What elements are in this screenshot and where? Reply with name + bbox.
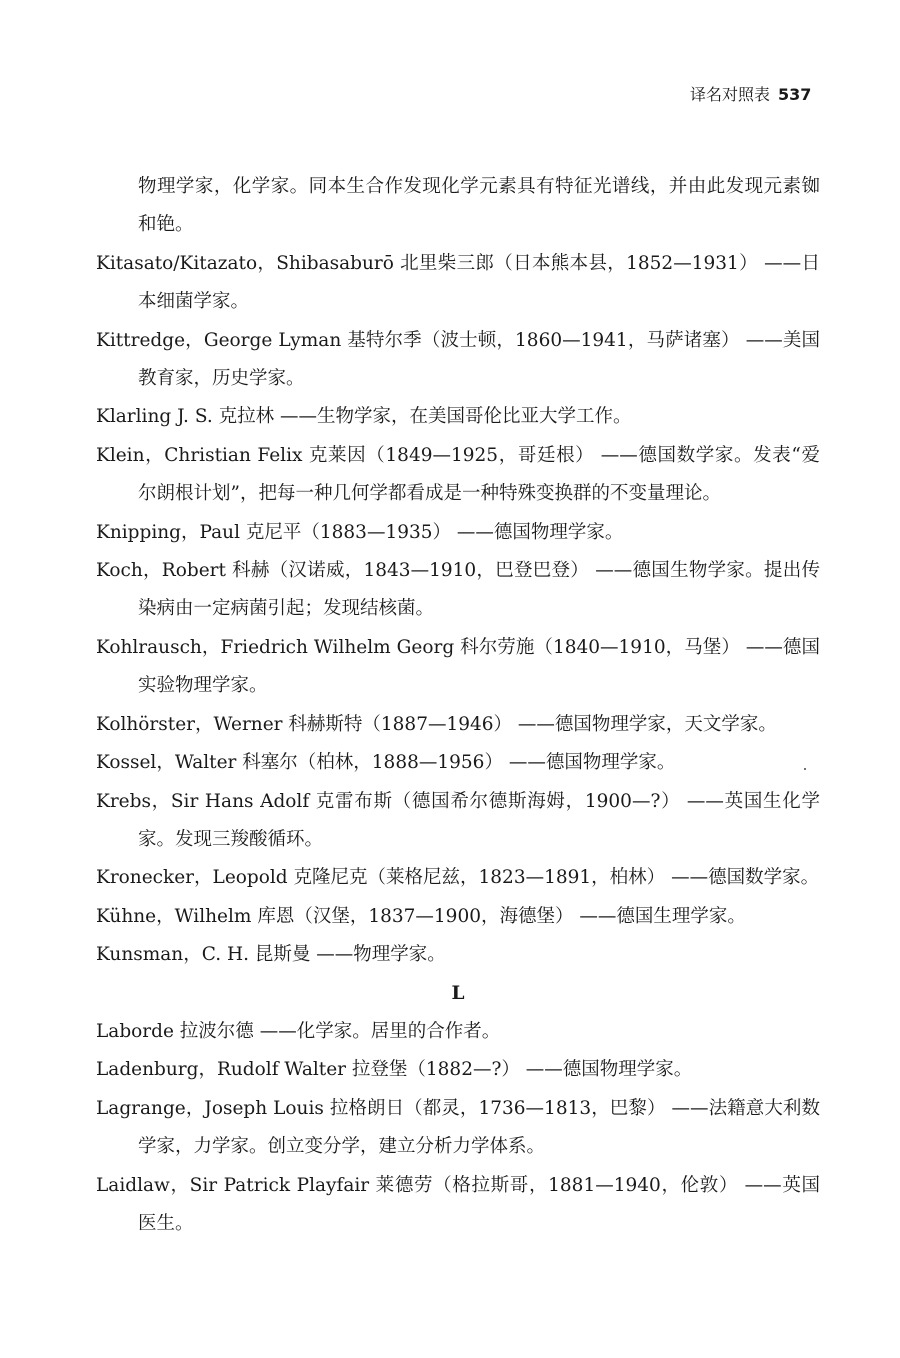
page-number: 537 [778, 85, 812, 104]
glossary-body [96, 168, 820, 1243]
glossary-entry: Kolhörster，Werner 科赫斯特（1887—1946） ——德国物理学家，天文学家。 [96, 713, 777, 735]
section-letter: L [451, 982, 465, 1004]
glossary-entry-continuation: 物理学家，化学家。同本生合作发现化学元素具有特征光谱线，并由此发现元素铷和铯。 [138, 176, 820, 236]
glossary-entry: Laborde 拉波尔德 ——化学家。居里的合作者。 [96, 1020, 501, 1042]
glossary-entry: Klein，Christian Felix 克莱因（1849—1925，哥廷根） ——德国数学家。发表“爱尔朗根计划”，把每一种几何学都看成是一种特殊变换群的不变量理论。 [96, 444, 820, 505]
running-title: 译名对照表 [690, 85, 771, 104]
glossary-entry: Laidlaw，Sir Patrick Playfair 莱德劳（格拉斯哥，1881—1940，伦敦） ——英国医生。 [96, 1174, 820, 1234]
glossary-entry: Kunsman，C. H. 昆斯曼 ——物理学家。 [96, 944, 446, 966]
glossary-entry: Lagrange，Joseph Louis 拉格朗日（都灵，1736—1813，巴黎） ——法籍意大利数学家，力学家。创立变分学，建立分析力学体系。 [96, 1097, 820, 1158]
glossary-entry: Koch，Robert 科赫（汉诺威，1843—1910，巴登巴登） ——德国生物学家。提出传染病由一定病菌引起；发现结核菌。 [96, 560, 820, 620]
glossary-entry: Kossel，Walter 科塞尔（柏林，1888—1956） ——德国物理学家。 [96, 752, 676, 774]
glossary-entry: Ladenburg，Rudolf Walter 拉登堡（1882—?） ——德国物理学家。 [96, 1059, 693, 1081]
print-speck [804, 768, 806, 770]
glossary-entry: Kittredge，George Lyman 基特尔季（波士顿，1860—1941，马萨诸塞） ——美国教育家，历史学家。 [96, 329, 820, 390]
glossary-entry: Krebs，Sir Hans Adolf 克雷布斯（德国希尔德斯海姆，1900—?） ——英国生化学家。发现三羧酸循环。 [96, 790, 820, 850]
glossary-entry: Klarling J. S. 克拉林 ——生物学家，在美国哥伦比亚大学工作。 [96, 406, 632, 428]
glossary-entry: Kronecker，Leopold 克隆尼克（莱格尼兹，1823—1891，柏林） ——德国数学家。 [96, 867, 820, 889]
glossary-entry: Kühne，Wilhelm 库恩（汉堡，1837—1900，海德堡） ——德国生理学家。 [96, 905, 746, 927]
page-header [690, 82, 811, 105]
glossary-entry: Knipping，Paul 克尼平（1883—1935） ——德国物理学家。 [96, 521, 624, 543]
glossary-entry: Kitasato/Kitazato，Shibasaburō 北里柴三郎（日本熊本县，1852—1931） ——日本细菌学家。 [96, 252, 820, 313]
glossary-entry: Kohlrausch，Friedrich Wilhelm Georg 科尔劳施（1840—1910，马堡） ——德国实验物理学家。 [96, 636, 820, 697]
